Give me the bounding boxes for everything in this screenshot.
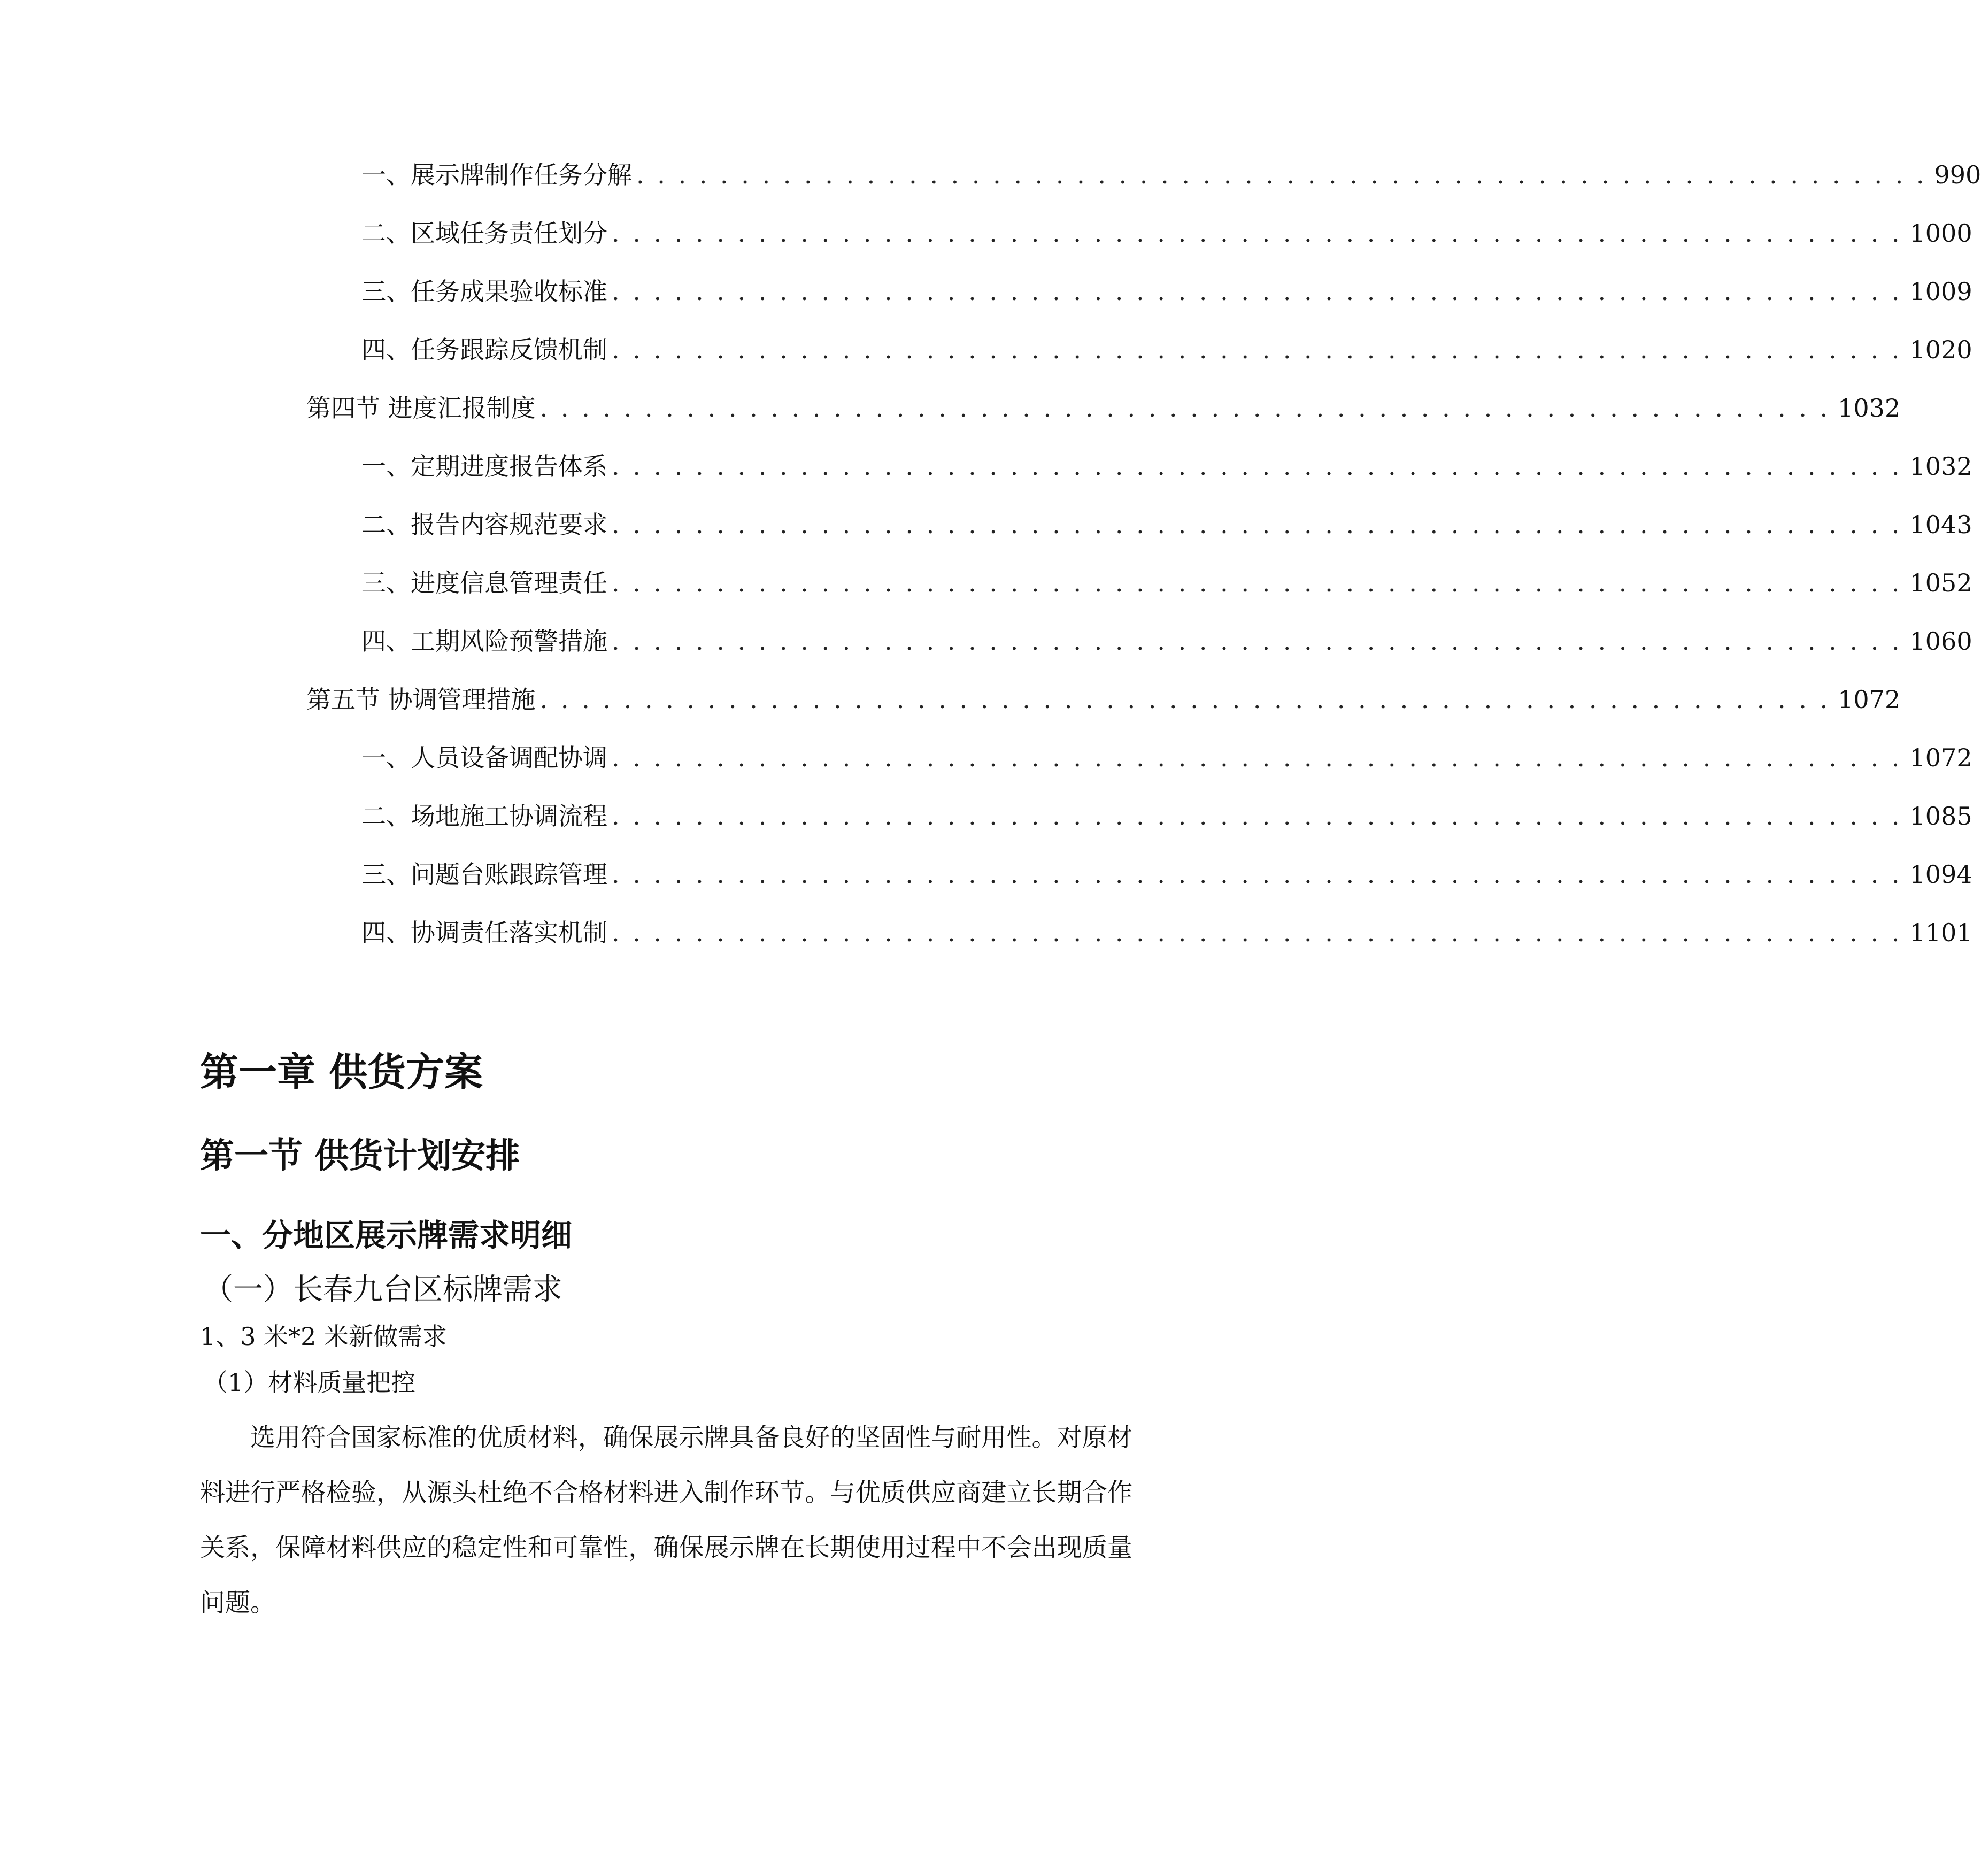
- toc-dot-leader: . . . . . . . . . . . . . . . . . . . . . . . . . . . . . . . . . . . . . . . . . . . . . . . . . . . . . . . . . . . . . .: [539, 394, 1831, 422]
- toc-page-number: 1094: [1909, 860, 1972, 889]
- item-heading: （一）长春九台区标牌需求: [203, 1272, 562, 1307]
- toc-entry[interactable]: [361, 795, 1972, 837]
- toc-entry-number: 一、: [361, 160, 411, 189]
- toc-entry-number: 四、: [361, 918, 411, 947]
- toc-dot-leader: . . . . . . . . . . . . . . . . . . . . . . . . . . . . . . . . . . . . . . . . . . . . . . . . . . . . . . . . . . . . . .: [612, 219, 1902, 248]
- toc-dot-leader: . . . . . . . . . . . . . . . . . . . . . . . . . . . . . . . . . . . . . . . . . . . . . . . . . . . . . . . . . . . . . .: [612, 627, 1902, 656]
- toc-page-number: 1032: [1909, 452, 1972, 481]
- toc-entry-title: 进度信息管理责任: [411, 568, 607, 597]
- toc-entry[interactable]: [306, 387, 1901, 429]
- toc-entry[interactable]: [361, 153, 1981, 196]
- toc-entry[interactable]: [361, 562, 1972, 604]
- toc-entry-title: 展示牌制作任务分解: [411, 160, 632, 189]
- toc-dot-leader: . . . . . . . . . . . . . . . . . . . . . . . . . . . . . . . . . . . . . . . . . . . . . . . . . . . . . . . . . . . . . .: [612, 802, 1902, 831]
- toc-page-number: 1009: [1909, 277, 1972, 306]
- toc-entry[interactable]: [361, 445, 1972, 488]
- toc-entry[interactable]: [306, 678, 1901, 721]
- toc-entry-title: 问题台账跟踪管理: [411, 860, 607, 889]
- toc-page-number: 1072: [1909, 743, 1972, 772]
- toc-page-number: 1043: [1909, 510, 1972, 539]
- toc-entry[interactable]: [361, 503, 1972, 546]
- toc-entry-title: 场地施工协调流程: [411, 802, 607, 831]
- toc-entry-number: 四、: [361, 627, 411, 656]
- toc-entry-number: 三、: [361, 860, 411, 889]
- toc-page-number: 1020: [1909, 335, 1972, 364]
- subsection-title: 一、分地区展示牌需求明细: [200, 1217, 573, 1254]
- toc-entry-number: 一、: [361, 452, 411, 481]
- chapter-title: 第一章 供货方案: [200, 1050, 483, 1095]
- toc-dot-leader: . . . . . . . . . . . . . . . . . . . . . . . . . . . . . . . . . . . . . . . . . . . . . . . . . . . . . . . . . . . . . .: [539, 685, 1831, 714]
- toc-dot-leader: . . . . . . . . . . . . . . . . . . . . . . . . . . . . . . . . . . . . . . . . . . . . . . . . . . . . . . . . . . . . . .: [612, 568, 1902, 597]
- toc-entry-title: 报告内容规范要求: [411, 510, 607, 539]
- toc-entry-title: 协调责任落实机制: [411, 918, 607, 947]
- toc-entry-title: 第五节 协调管理措施: [306, 685, 536, 714]
- toc-entry-number: 三、: [361, 277, 411, 306]
- toc-dot-leader: . . . . . . . . . . . . . . . . . . . . . . . . . . . . . . . . . . . . . . . . . . . . . . . . . . . . . . . . . . . . . .: [612, 743, 1902, 772]
- toc-page-number: 1101: [1909, 918, 1972, 947]
- toc-entry[interactable]: [361, 270, 1972, 313]
- toc-entry-title: 工期风险预警措施: [411, 627, 607, 656]
- toc-page-number: 1032: [1838, 394, 1901, 422]
- toc-entry-title: 人员设备调配协调: [411, 743, 607, 772]
- toc-entry-number: 二、: [361, 219, 411, 248]
- toc-entry-title: 区域任务责任划分: [411, 219, 607, 248]
- toc-entry-number: 三、: [361, 568, 411, 597]
- toc-page-number: 1072: [1838, 685, 1901, 714]
- toc-dot-leader: . . . . . . . . . . . . . . . . . . . . . . . . . . . . . . . . . . . . . . . . . . . . . . . . . . . . . . . . . . . . . .: [612, 452, 1902, 481]
- toc-entry[interactable]: [361, 328, 1972, 371]
- toc-dot-leader: . . . . . . . . . . . . . . . . . . . . . . . . . . . . . . . . . . . . . . . . . . . . . . . . . . . . . . . . . . . . . .: [612, 918, 1902, 947]
- toc-entry-number: 二、: [361, 802, 411, 831]
- toc-entry-number: 一、: [361, 743, 411, 772]
- toc-entry-title: 第四节 进度汇报制度: [306, 394, 536, 422]
- toc-entry-title: 任务成果验收标准: [411, 277, 607, 306]
- toc-entry[interactable]: [361, 853, 1972, 896]
- toc-entry-number: 二、: [361, 510, 411, 539]
- toc-dot-leader: . . . . . . . . . . . . . . . . . . . . . . . . . . . . . . . . . . . . . . . . . . . . . . . . . . . . . . . . . . . . . .: [612, 510, 1902, 539]
- toc-entry-number: 四、: [361, 335, 411, 364]
- toc-entry-title: 定期进度报告体系: [411, 452, 607, 481]
- toc-entry[interactable]: [361, 620, 1972, 663]
- toc-page-number: 1000: [1909, 219, 1972, 248]
- toc-entry[interactable]: [361, 736, 1972, 779]
- toc-page-number: 1052: [1909, 568, 1972, 597]
- section-title: 第一节 供货计划安排: [200, 1136, 520, 1176]
- toc-dot-leader: . . . . . . . . . . . . . . . . . . . . . . . . . . . . . . . . . . . . . . . . . . . . . . . . . . . . . . . . . . . . . .: [612, 860, 1902, 889]
- toc-entry-title: 任务跟踪反馈机制: [411, 335, 607, 364]
- detail-heading: （1）材料质量把控: [203, 1368, 416, 1397]
- sub-item-heading: 1、3 米*2 米新做需求: [200, 1322, 448, 1351]
- toc-dot-leader: . . . . . . . . . . . . . . . . . . . . . . . . . . . . . . . . . . . . . . . . . . . . . . . . . . . . . . . . . . . . . .: [612, 277, 1902, 306]
- toc-entry[interactable]: [361, 911, 1972, 954]
- toc-page-number: 990: [1934, 160, 1981, 189]
- toc-page-number: 1085: [1909, 802, 1972, 831]
- toc-entry[interactable]: [361, 212, 1972, 255]
- body-paragraph: 选用符合国家标准的优质材料，确保展示牌具备良好的坚固性与耐用性。对原材料进行严格检验，从源头杜绝不合格材料进入制作环节。与优质供应商建立长期合作关系，保障材料供应的稳定性和可靠性，确保展示牌在长期使用过程中不会出现质量问题。: [200, 1423, 1132, 1618]
- toc-dot-leader: . . . . . . . . . . . . . . . . . . . . . . . . . . . . . . . . . . . . . . . . . . . . . . . . . . . . . . . . . . . . . .: [612, 335, 1902, 364]
- toc-page-number: 1060: [1909, 627, 1972, 656]
- toc-dot-leader: . . . . . . . . . . . . . . . . . . . . . . . . . . . . . . . . . . . . . . . . . . . . . . . . . . . . . . . . . . . . . .: [636, 160, 1927, 189]
